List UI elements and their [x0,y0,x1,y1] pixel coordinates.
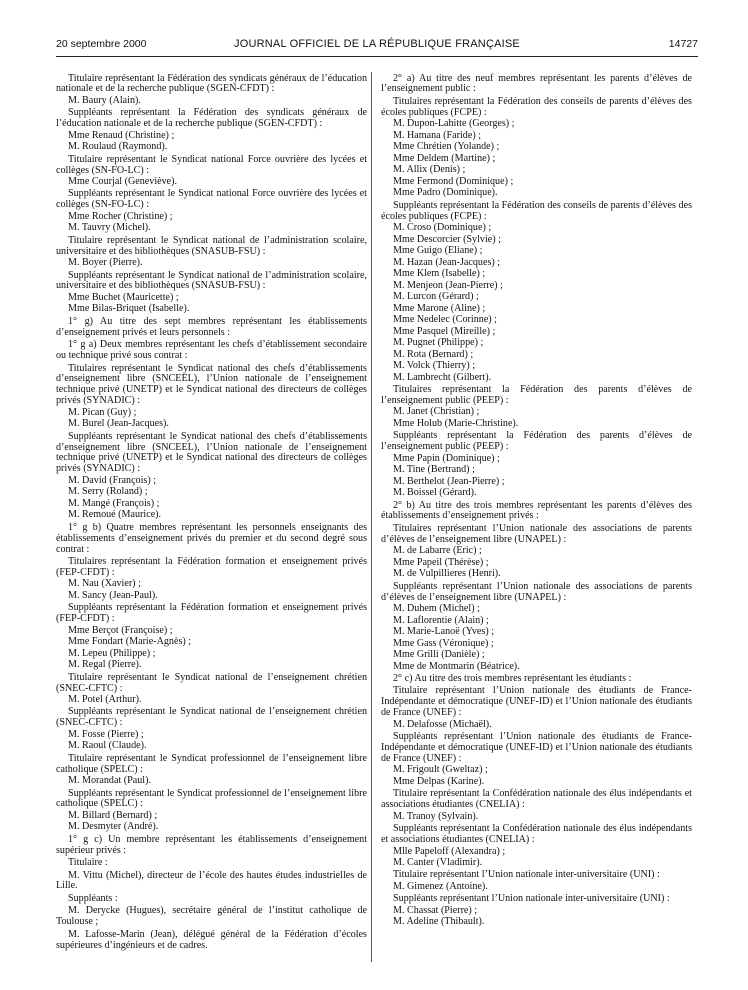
text-paragraph: Suppléants représentant le Syndicat national Force ouvrière des lycées et collèges (SN-FO-LC) : [56,188,367,211]
text-paragraph: Suppléants représentant l’Union nationale des étudiants de France-Indépendante et démocratique (UNEF-ID) et l’Union nationale des étudiants de France (UNEF) : [381,731,692,764]
member-name: Mme Delpas (Karine). [393,775,485,787]
text-paragraph: Suppléants représentant la Fédération des syndicats généraux de l’éducation nationale et de la recherche publique (SGEN-CFDT) : [56,107,367,130]
text-paragraph: 2° c) Au titre des trois membres représentant les étudiants : [393,673,632,684]
member-name: M. Marie-Lanoë (Yves) ; [393,626,495,638]
member-name: M. Hamana (Faride) ; [393,129,482,141]
member-name: Mme Berçot (Françoise) ; [68,624,173,636]
member-name: M. Regal (Pierre). [68,659,142,671]
member-name: Mme Buchet (Mauricette) ; [68,291,179,303]
member-name: M. Volck (Thierry) ; [393,360,476,372]
text-paragraph: Titulaires représentant l’Union nationale des associations de parents d’élèves de l’enseignement libre (UNAPEL) : [381,522,692,545]
text-paragraph: Titulaires représentant la Fédération des conseils de parents d’élèves des écoles publiques (FCPE) : [381,95,692,118]
member-name: M. Pugnet (Philippe) ; [393,337,484,349]
text-paragraph: Titulaires représentant le Syndicat national des chefs d’établissements d’enseignement libre (SNCEEL), l’Union nationale de l’enseignement technique privé (UNETP) et le Syndicat national des directeurs de collèges privés (SYNADIC) : [56,362,367,407]
right-column [381,72,692,972]
text-paragraph: M. Lafosse-Marin (Jean), délégué général de la Fédération d’écoles supérieures d’ingénieurs et de cadres. [56,928,367,951]
text-paragraph: Suppléants représentant l’Union nationale inter-universitaire (UNI) : [393,893,670,905]
text-paragraph: Titulaire représentant le Syndicat national de l’enseignement chrétien (SNEC-CFTC) : [56,671,367,694]
member-name: M. Hazan (Jean-Jacques) ; [393,256,501,268]
text-paragraph: 1° g a) Deux membres représentant les chefs d’établissement secondaire ou technique privé sous contrat : [56,339,367,362]
member-name: M. Adeline (Thibault). [393,916,485,928]
member-name: M. Nau (Xavier) ; [68,578,141,590]
left-column [56,72,367,972]
member-name: Mme Fondart (Marie-Agnès) ; [68,636,192,648]
member-name: Mme Nedelec (Corinne) ; [393,314,497,326]
member-name: M. Rota (Bernard) ; [393,348,474,360]
text-paragraph: Titulaire représentant le Syndicat professionnel de l’enseignement libre catholique (SPELC) : [56,752,367,775]
member-name: M. Raoul (Claude). [68,740,147,752]
member-name: Mme Grilli (Danièle) ; [393,649,485,661]
member-name: Mme Pasquel (Mireille) ; [393,325,496,337]
member-name: M. de Labarre (Eric) ; [393,545,482,557]
member-name: Mme Rocher (Christine) ; [68,210,173,222]
column-divider [371,72,372,962]
member-name: M. Remoué (Maurice). [68,509,162,521]
member-name: M. Croso (Dominique) ; [393,222,492,234]
member-name: Mme Marone (Aline) ; [393,302,486,314]
page-number: 14727 [668,38,698,50]
member-name: Mme Courjal (Geneviève). [68,176,178,188]
journal-title: JOURNAL OFFICIEL DE LA RÉPUBLIQUE FRANÇAISE [234,38,520,50]
member-name: Mme Klem (Isabelle) ; [393,268,486,280]
text-paragraph: Suppléants représentant la Confédération nationale des élus indépendants et associations étudiantes (CNELIA) : [381,823,692,846]
member-name: M. Fosse (Pierre) ; [68,728,144,740]
member-name: Mme Bilas-Briquet (Isabelle). [68,303,190,315]
member-name: M. Lambrecht (Gilbert). [393,371,492,383]
member-name: M. Baury (Alain). [68,94,141,106]
header-date: 20 septembre 2000 [56,38,147,50]
member-name: M. Gimenez (Antoine). [393,880,488,892]
text-paragraph: 2° a) Au titre des neuf membres représentant les parents d’élèves de l’enseignement public : [381,72,692,95]
member-name: Mme Guigo (Eliane) ; [393,245,483,257]
member-name: Mme Chrétien (Yolande) ; [393,141,500,153]
member-name: M. Boyer (Pierre). [68,257,143,269]
member-name: Mme Descorcier (Sylvie) ; [393,233,501,245]
member-name: M. David (François) ; [68,474,157,486]
text-paragraph: M. Vittu (Michel), directeur de l’école des hautes études industrielles de Lille. [56,869,367,892]
member-name: M. Sancy (Jean-Paul). [68,589,158,601]
member-name: Mme Papin (Dominique) ; [393,452,500,464]
text-paragraph: Suppléants représentant le Syndicat national de l’enseignement chrétien (SNEC-CFTC) : [56,706,367,729]
member-name: M. Potel (Arthur). [68,694,142,705]
member-name: M. Berthelot (Jean-Pierre) ; [393,475,505,487]
text-paragraph: 1° g c) Un membre représentant les établissements d’enseignement supérieur privés : [56,833,367,856]
page-header [56,38,698,57]
member-name: M. Duhem (Michel) ; [393,603,480,615]
member-name: M. Dupon-Lahitte (Georges) ; [393,118,515,130]
text-paragraph: Titulaire représentant le Syndicat national Force ouvrière des lycées et collèges (SN-FO-LC) : [56,153,367,176]
member-name: M. Canter (Vladimir). [393,857,483,869]
member-name: M. Lurcon (Gérard) ; [393,291,479,303]
member-name: M. Menjeon (Jean-Pierre) ; [393,279,503,291]
member-name: M. Tauvry (Michel). [68,222,151,234]
text-paragraph: Suppléants représentant le Syndicat professionnel de l’enseignement libre catholique (SPELC) : [56,787,367,810]
member-name: M. Chassat (Pierre) ; [393,904,478,916]
text-paragraph: Titulaire représentant l’Union nationale des étudiants de France-Indépendante et démocratique (UNEF-ID) et l’Union nationale des étudiants de France (UNEF) : [381,685,692,719]
member-name: M. Morandat (Paul). [68,775,151,787]
member-name: Mlle Papeloff (Alexandra) ; [393,845,506,857]
member-name: Mme Fermond (Dominique) ; [393,175,514,187]
text-paragraph: 2° b) Au titre des trois membres représentant les parents d’élèves des établissements d’enseignement privés : [381,499,692,522]
member-name: Mme Papeil (Thérèse) ; [393,556,489,568]
member-name: M. de Vulpillieres (Henri). [393,568,501,580]
text-paragraph: 1° g b) Quatre membres représentant les personnels enseignants des établissements d’enseignement privés du premier et du second degré sous contrat : [56,521,367,555]
member-name: Mme Padro (Dominique). [393,187,498,199]
member-name: Mme Holub (Marie-Christine). [393,417,519,429]
text-paragraph: Titulaire représentant le Syndicat national de l’administration scolaire, universitaire et des bibliothèques (SNASUB-FSU) : [56,234,367,257]
member-name: M. Allix (Denis) ; [393,164,466,176]
member-name: M. Tine (Bertrand) ; [393,464,475,476]
text-paragraph: Titulaire représentant la Confédération nationale des élus indépendants et associations étudiantes (CNELIA) : [381,788,692,811]
text-paragraph: Suppléants représentant la Fédération formation et enseignement privés (FEP-CFDT) : [56,602,367,625]
member-name: M. Roulaud (Raymond). [68,141,168,153]
text-paragraph: Suppléants représentant le Syndicat national des chefs d’établissements d’enseignement libre (SNCEEL), l’Union nationale de l’enseignement technique privé (UNETP) et le Syndicat national des directeurs de collèges privés (SYNADIC) : [56,430,367,475]
member-name: Mme Gass (Véronique) ; [393,637,494,649]
text-paragraph: Titulaire représentant l’Union nationale inter-universitaire (UNI) : [393,869,660,881]
member-name: M. Laflorentie (Alain) ; [393,614,489,626]
text-paragraph: Titulaires représentant la Fédération des parents d’élèves de l’enseignement public (PEEP) : [381,383,692,406]
member-name: M. Lepeu (Philippe) ; [68,647,156,659]
text-paragraph: M. Derycke (Hugues), secrétaire général de l’institut catholique de Toulouse ; [56,905,367,928]
member-name: M. Tranoy (Sylvain). [393,810,479,822]
member-name: M. Frigoult (Gweltaz) ; [393,764,488,776]
member-name: M. Burel (Jean-Jacques). [68,418,169,430]
member-name: M. Serry (Roland) ; [68,486,148,498]
text-paragraph: Suppléants : [68,892,118,904]
text-paragraph: Titulaire représentant la Fédération des syndicats généraux de l’éducation nationale et de la recherche publique (SGEN-CFDT) : [56,72,367,95]
member-name: Mme Deldem (Martine) ; [393,152,496,164]
member-name: M. Janet (Christian) ; [393,406,480,418]
member-name: M. Pican (Guy) ; [68,406,137,418]
text-paragraph: Titulaires représentant la Fédération formation et enseignement privés (FEP-CFDT) : [56,555,367,578]
member-name: M. Billard (Bernard) ; [68,809,158,821]
member-name: M. Mangé (François) ; [68,497,160,509]
text-paragraph: Suppléants représentant la Fédération des conseils de parents d’élèves des écoles publiques (FCPE) : [381,199,692,222]
member-name: Mme Renaud (Christine) ; [68,129,175,141]
text-paragraph: 1° g) Au titre des sept membres représentant les établissements d’enseignement privés et leurs personnels : [56,315,367,338]
member-name: M. Delafosse (Michaël). [393,718,492,730]
text-paragraph: Suppléants représentant l’Union nationale des associations de parents d’élèves de l’enseignement libre (UNAPEL) : [381,580,692,603]
text-paragraph: Titulaire : [68,857,108,869]
member-name: Mme de Montmarin (Béatrice). [393,660,520,672]
text-paragraph: Suppléants représentant le Syndicat national de l’administration scolaire, universitaire et des bibliothèques (SNASUB-FSU) : [56,269,367,292]
member-name: M. Boissel (Gérard). [393,487,477,499]
text-paragraph: Suppléants représentant la Fédération des parents d’élèves de l’enseignement public (PEEP) : [381,430,692,453]
member-name: M. Desmyter (André). [68,821,159,833]
